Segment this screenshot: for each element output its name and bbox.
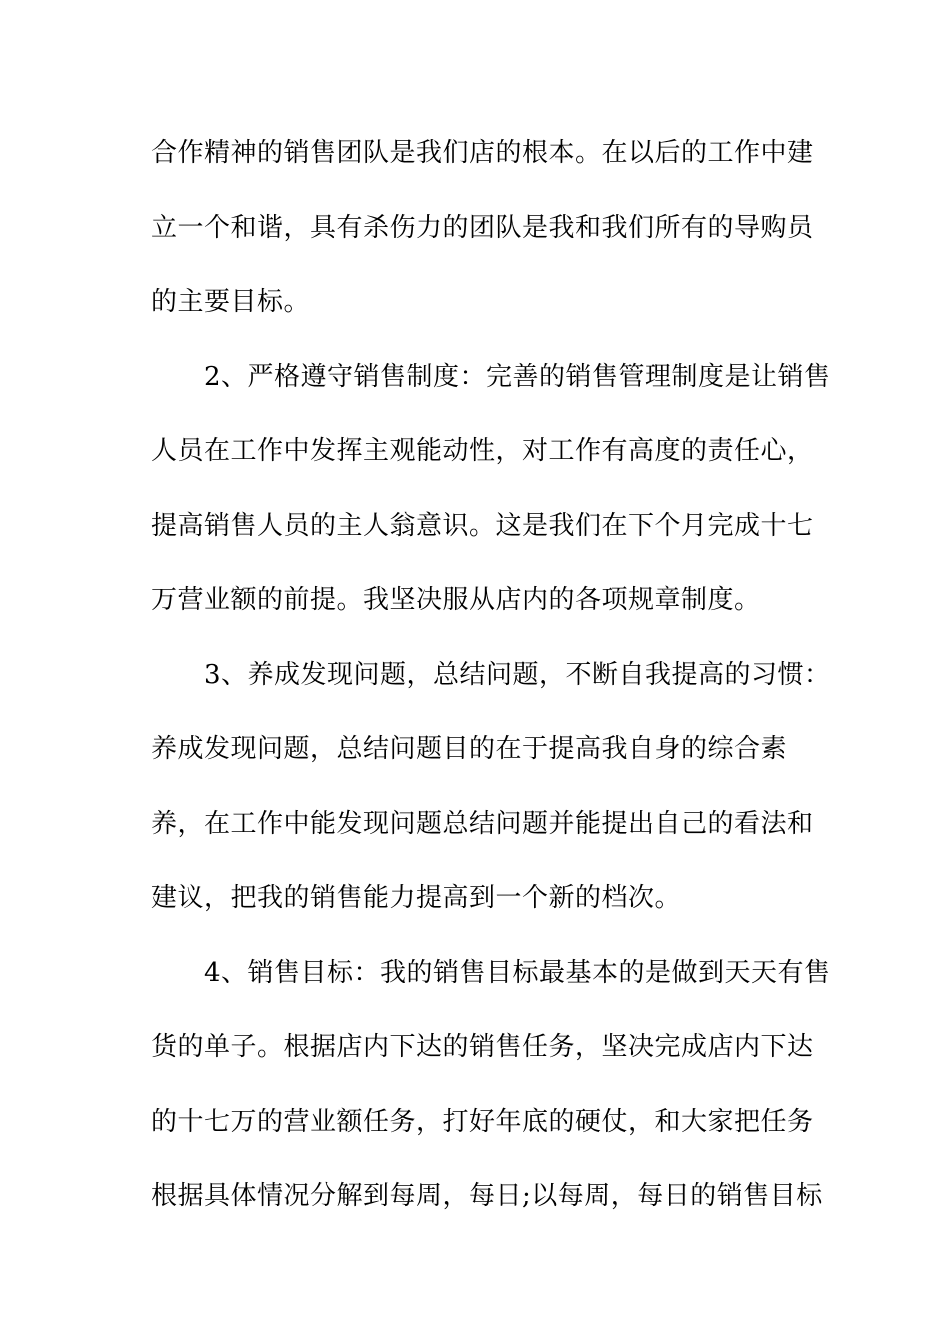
text-line: 根据具体情况分解到每周，每日;以每周，每日的销售目标 (151, 1181, 823, 1211)
text-line: 提高销售人员的主人翁意识。这是我们在下个月完成十七 (151, 511, 814, 541)
text-line: 养，在工作中能发现问题总结问题并能提出自己的看法和 (151, 809, 814, 839)
text-line: 立一个和谐，具有杀伤力的团队是我和我们所有的导购员 (151, 213, 814, 243)
text-line: 的主要目标。 (151, 287, 311, 317)
text-line: 货的单子。根据店内下达的销售任务，坚决完成店内下达 (151, 1032, 814, 1062)
paragraph-start-line: 2、严格遵守销售制度：完善的销售管理制度是让销售 (204, 362, 831, 392)
paragraph-start-line: 4、销售目标：我的销售目标最基本的是做到天天有售 (204, 958, 831, 988)
text-line: 合作精神的销售团队是我们店的根本。在以后的工作中建 (151, 138, 814, 168)
text-line: 建议，把我的销售能力提高到一个新的档次。 (151, 883, 682, 913)
text-line: 万营业额的前提。我坚决服从店内的各项规章制度。 (151, 585, 761, 615)
text-line: 养成发现问题，总结问题目的在于提高我自身的综合素 (151, 734, 788, 764)
paragraph-start-line: 3、养成发现问题，总结问题，不断自我提高的习惯： (204, 660, 831, 690)
text-line: 人员在工作中发挥主观能动性，对工作有高度的责任心， (151, 436, 814, 466)
text-line: 的十七万的营业额任务，打好年底的硬仗，和大家把任务 (151, 1107, 814, 1137)
